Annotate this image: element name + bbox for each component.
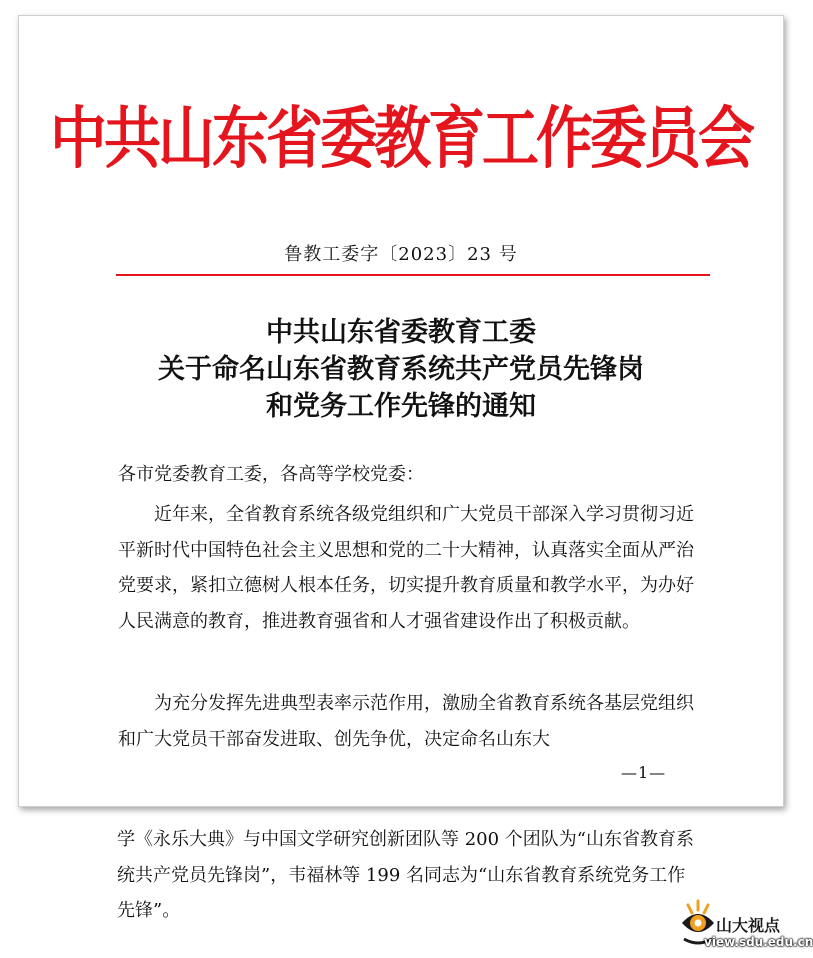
document-number: 鲁教工委字〔2023〕23 号 <box>284 244 518 265</box>
page-number: —1— <box>621 763 667 782</box>
paragraph-2: 为充分发挥先进典型表率示范作用，激励全省教育系统各基层党组织和广大党员干部奋发进取、创先争优，决定命名山东大 <box>118 693 694 750</box>
watermark-url: view.sdu.edu.cn <box>704 935 813 949</box>
notice-title-line-3: 和党务工作先锋的通知 <box>266 391 536 422</box>
paragraph-1: 近年来，全省教育系统各级党组织和广大党员干部深入学习贯彻习近平新时代中国特色社会主义思想和党的二十大精神，认真落实全面从严治党要求，紧扣立德树人根本任务，切实提升教育质量和教学水平，为办好人民满意的教育，推进教育强省和人才强省建设作出了积极贡献。 <box>118 504 694 632</box>
site-watermark <box>676 893 813 955</box>
watermark-brand: 山大视点 <box>716 916 781 935</box>
addressee: 各市党委教育工委，各高等学校党委： <box>118 464 424 485</box>
notice-title-line-1: 中共山东省委教育工委 <box>266 317 536 348</box>
notice-title <box>19 314 783 425</box>
document-page <box>18 15 784 807</box>
red-divider <box>116 274 710 276</box>
notice-title-line-2: 关于命名山东省教育系统共产党员先锋岗 <box>158 354 644 385</box>
org-header-title: 中共山东省委教育工作委员会 <box>50 98 752 178</box>
continuation-paragraph: 学《永乐大典》与中国文学研究创新团队等 200 个团队为“山东省教育系统共产党员先锋岗”，韦福林等 199 名同志为“山东省教育系统党务工作先锋”。 <box>117 829 694 921</box>
